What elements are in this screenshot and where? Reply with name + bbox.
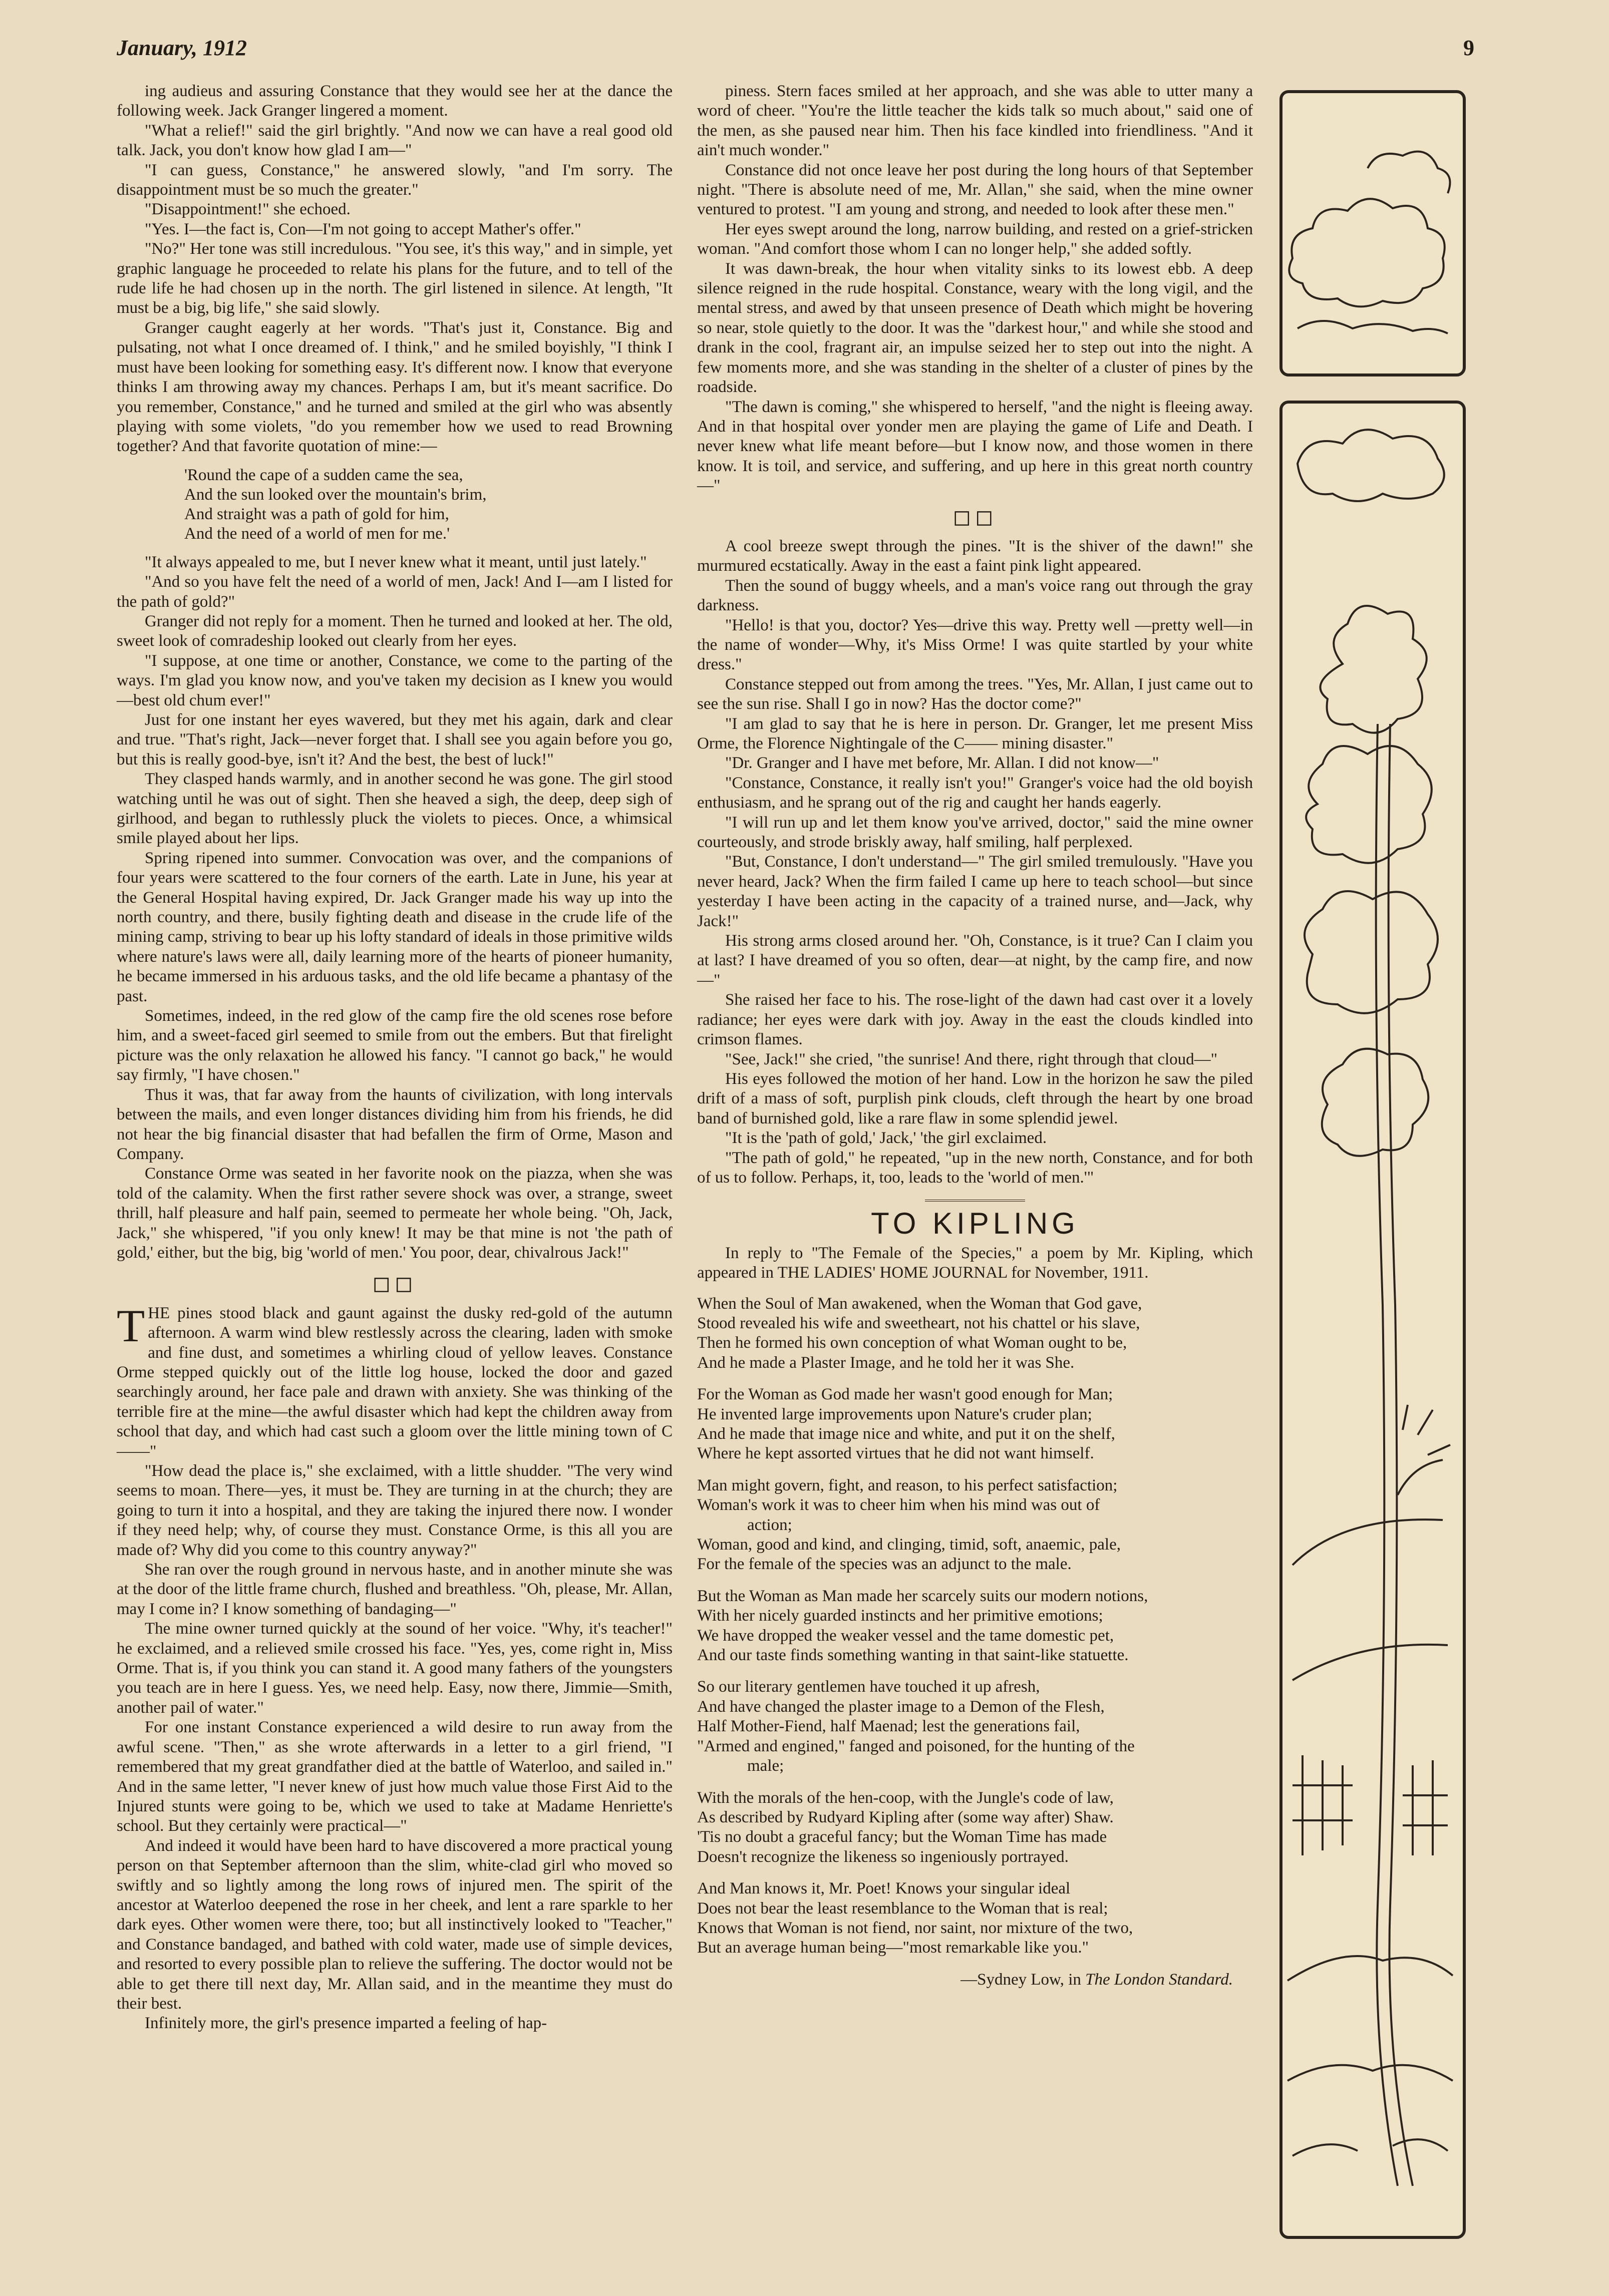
poem-stanza [697,1294,1253,1373]
poem-intro: In reply to "The Female of the Species," a poem by Mr. Kipling, which appeared in THE LADIES' HOME JOURNAL for November, 1911. [697,1244,1253,1282]
story-paragraph: She raised her face to his. The rose-light of the dawn had cast over it a lovely radiance; her eyes were dark with joy. Away in the east the clouds kindled into crimson flames. [697,991,1253,1049]
poem-line: Does not bear the least resemblance to the Woman that is real; [697,1899,1108,1918]
story-column-2 [697,82,1253,1990]
story-paragraph: His strong arms closed around her. "Oh, Constance, is it true? Can I claim you at last? I have dreamed of you so often, dear—at night, by the camp fire, and now—" [697,932,1253,989]
section-opening: THE pines stood black and gaunt against the dusky red-gold of the autumn afternoon. A warm wind blew restlessly across the clearing, laden with smoke and fine dust, and sometimes a whirling cloud of yellow leaves. Constance Orme stepped quickly out of the little log house, locked the door and gazed searchingly around, her face pale and drawn with anxiety. She was thinking of the terrible fire at the mine—the awful disaster which had kept the children away from school that day, and which had cast such a gloom over the little mining town of C——" [117,1300,673,1460]
story-paragraph: Constance did not once leave her post during the long hours of that September night. "There is absolute need of me, Mr. Allan," she said, when the mine owner ventured to protest. "I am young and strong, and needed to look after these men." [697,161,1253,219]
poem-line: Stood revealed his wife and sweetheart, not his chattel or his slave, [697,1314,1140,1332]
story-paragraph: "It always appealed to me, but I never knew what it meant, until just lately." [145,553,647,571]
poem-stanza [697,1879,1253,1958]
story-paragraph: "See, Jack!" she cried, "the sunrise! And there, right through that cloud—" [725,1050,1218,1068]
drop-cap: T [117,1300,145,1351]
poem-title: TO KIPLING [871,1207,1079,1241]
story-paragraph: "I suppose, at one time or another, Constance, we come to the parting of the ways. I'm glad you know now, and you've taken my decision as I knew you would—best old chum ever!" [117,651,673,709]
poem-line: For the Woman as God made her wasn't good enough for Man; [697,1385,1113,1404]
poem-stanza [697,1677,1253,1776]
story-paragraph: Granger did not reply for a moment. Then he turned and looked at her. The old, sweet look of comradeship looked out clearly from her eyes. [117,612,673,650]
story-paragraph: "I can guess, Constance," he answered slowly, "and I'm sorry. The disappointment must be so much the greater." [117,161,673,199]
poem-line: action; [747,1515,792,1534]
story-paragraph: "The dawn is coming," she whispered to herself, "and the night is fleeing away. And in that hospital over yonder men are playing the game of Life and Death. I never knew what life meant before—but I know now, and those women in there know. It is toil, and service, and suffering, and up here in this great north country—" [697,398,1253,495]
poem-line: With her nicely guarded instincts and her primitive emotions; [697,1607,1103,1625]
verse-line: And the sun looked over the mountain's brim, [184,485,487,504]
story-paragraph: Thus it was, that far away from the haunts of civilization, with long intervals between the mails, and even longer distances dividing him from his friends, he did not hear the big financial disaster that had befallen the firm of Orme, Mason and Company. [117,1085,673,1163]
story-paragraph: Her eyes swept around the long, narrow building, and rested on a grief-stricken woman. "And comfort those whom I can no longer help," she added softly. [697,220,1253,258]
divider [925,1200,1025,1202]
story-column-1 [117,82,673,2034]
story-paragraph: They clasped hands warmly, and in another second he was gone. The girl stood watching until he was out of sight. Then she heaved a sigh, the deep, deep sigh of girlhood, and began to ruthlessly pluck the violets to pieces. Once, a whimsical smile played about her lips. [117,770,673,848]
poem-stanza [697,1788,1253,1867]
story-paragraph: "I am glad to say that he is here in person. Dr. Granger, let me present Miss Orme, the Florence Nightingale of the C—— mining disaster." [697,714,1253,752]
story-paragraph: "I will run up and let them know you've arrived, doctor," said the mine owner courteously, and strode briskly away, half smiling, half perplexed. [697,813,1253,852]
poem-line: Doesn't recognize the likeness so ingeniously portrayed. [697,1847,1069,1866]
poem-line: With the morals of the hen-coop, with the Jungle's code of law, [697,1788,1114,1807]
story-paragraph: Spring ripened into summer. Convocation was over, and the companions of four years were scattered to the four corners of the earth. Late in June, his year at the General Hospital having expired, Dr. Jack Granger made his way up into the north country, and there, busily fighting death and disease in the crude life of the mining camp, striving to bear up his lofty standard of ideals in those primitive wilds where nature's laws were all, daily learning more of the hearts of pioneer humanity, he became immersed in his arduous tasks, and the old life became a phantasy of the past. [117,849,673,1005]
verse-line: And the need of a world of men for me.' [184,524,450,543]
poem-line: Then he formed his own conception of what Woman ought to be, [697,1334,1127,1352]
cloud-illustration-panel [1279,90,1466,376]
poem-line: He invented large improvements upon Nature's cruder plan; [697,1405,1092,1423]
poem-line: And Man knows it, Mr. Poet! Knows your singular ideal [697,1879,1071,1898]
story-paragraph: Constance stepped out from among the trees. "Yes, Mr. Allan, I just came out to see the sun rise. Shall I go in now? Has the doctor come?" [697,675,1253,713]
story-paragraph: "No?" Her tone was still incredulous. "You see, it's this way," and in simple, yet graphic language he proceeded to relate his plans for the future, and to tell of the rude life he had chosen up in the north. The girl listened in silence. At length, "It must be a big, big life," she said slowly. [117,240,673,317]
story-paragraph: Infinitely more, the girl's presence imparted a feeling of hap- [145,2014,547,2033]
poem-line: Where he kept assorted virtues that he did not want himself. [697,1444,1094,1463]
poem-line: And he made a Plaster Image, and he told her it was She. [697,1353,1075,1372]
poem-line: But an average human being—"most remarkable like you." [697,1939,1089,1957]
story-paragraph: Constance Orme was seated in her favorite nook on the piazza, when she was told of the calamity. When the first rather severe shock was over, a strange, sweet thrill, half pleasure and half pain, seemed to permeate her whole being. "Oh, Jack, Jack," she whispered, "if you only knew! It may be that mine is not 'the path of gold,' either, but the big, big 'world of men.' You poor, dear, chivalrous Jack!" [117,1165,673,1262]
poem-line: Woman, good and kind, and clinging, timid, soft, anaemic, pale, [697,1536,1121,1554]
poem-line: male; [747,1757,784,1775]
tree-drawing [1282,404,1457,2230]
poem-body [697,1294,1253,1958]
story-paragraph: piness. Stern faces smiled at her approach, and she was able to utter many a word of cheer. "You're the little teacher the kids talk so much about," said one of the men, as she paused near him. Then his face kindled into friendliness. "And it ain't much wonder." [697,82,1253,160]
poem-line: So our literary gentlemen have touched it up afresh, [697,1678,1040,1696]
story-paragraph: "Disappointment!" she echoed. [145,200,351,219]
story-paragraph: It was dawn-break, the hour when vitality sinks to its lowest ebb. A deep silence reigned in the rude hospital. Constance, weary with the long vigil, and the mental stress, and awed by that unseen presence of Death which might be hovering so near, stole quietly to the door. It was the "darkest hour," and while she stood and drank in the cool, fragrant air, an impulse seized her to step out into the night. A few moments more, and she was standing in the shelter of a cluster of pines by the roadside. [697,259,1253,397]
story-paragraph: Just for one instant her eyes wavered, but they met his again, dark and clear and true. "That's right, Jack—never forget that. I shall see you again before you go, but this is really good-bye, isn't it? And the best, the best of luck!" [117,710,673,769]
tree-illustration-panel [1279,401,1466,2239]
poem-line: Half Mother-Fiend, half Maenad; lest the generations fail, [697,1717,1080,1736]
verse-line: And straight was a path of gold for him, [184,505,449,523]
cloud-drawing [1282,93,1457,367]
story-paragraph: "And so you have felt the need of a world of men, Jack! And I—am I listed for the path of gold?" [117,573,673,611]
poem-line: 'Tis no doubt a graceful fancy; but the Woman Time has made [697,1828,1107,1846]
story-paragraph: A cool breeze swept through the pines. "It is the shiver of the dawn!" she murmured ecstatically. Away in the east a faint pink light appeared. [697,537,1253,575]
story-paragraph: Then the sound of buggy wheels, and a man's voice rang out through the gray darkness. [697,576,1253,615]
story-paragraph: "But, Constance, I don't understand—" The girl smiled tremulously. "Have you never heard, Jack? When the firm failed I came up here to teach school—but since yesterday I have been acting in the capacity of a trained nurse, and—Jack, why Jack!" [697,853,1253,930]
poem-line: Woman's work it was to cheer him when his mind was out of [697,1496,1100,1514]
poem-stanza [697,1385,1253,1464]
poem-stanza [697,1587,1253,1666]
story-paragraph: The mine owner turned quickly at the sound of her voice. "Why, it's teacher!" he exclaimed, and a relieved smile crossed his face. "Yes, yes, come right in, Miss Orme. That is, if you think you can stand it. A good many fathers of the youngsters you teach are in here I guess. Yes, we need help. Easy, now there, Jimmie—Smith, another pail of water." [117,1620,673,1717]
poem-attribution: —Sydney Low, in The London Standard. [960,1970,1233,1989]
browning-quotation [184,466,673,544]
poem-line: For the female of the species was an adjunct to the male. [697,1555,1072,1574]
story-paragraph: "How dead the place is," she exclaimed, with a little shudder. "The very wind seems to moan. There—yes, it must be. They are turning in at the church; they are going to turn it into a hospital, and they are taking the injured there now. I wonder if they need help; why, of course they must. Constance Orme, is this all you are made of? Why did you come to this country anyway?" [117,1462,673,1559]
story-paragraph: "What a relief!" said the girl brightly. "And now we can have a real good old talk. Jack, you don't know how glad I am—" [117,121,673,160]
poem-line: As described by Rudyard Kipling after (some way after) Shaw. [697,1808,1114,1826]
verse-line: 'Round the cape of a sudden came the sea, [184,466,463,484]
story-paragraph: She ran over the rough ground in nervous haste, and in another minute she was at the door of the little frame church, flushed and breathless. "Oh, please, Mr. Allan, may I come in? I know something of bandaging—" [117,1561,673,1618]
section-separator: ◻◻ [372,1271,417,1296]
section-separator: ◻◻ [952,504,998,529]
story-paragraph: Granger caught eagerly at her words. "That's just it, Constance. Big and pulsating, not what I once dreamed of. I think," and he smiled boyishly, "I think I must have been looking for something easy. It's different now. I know that everyone thinks I am throwing away my chances. Perhaps I am, but it's meant sacrifice. Do you remember, Constance," and he turned and smiled at the girl who was absently playing with some violets, "do you remember how we used to read Browning together? And that favorite quotation of mine:— [117,318,673,456]
issue-date: January, 1912 [117,36,247,60]
poem-line: Knows that Woman is not fiend, nor saint, nor mixture of the two, [697,1919,1133,1937]
story-paragraph: "Yes. I—the fact is, Con—I'm not going to accept Mather's offer." [145,220,581,238]
poem-line: But the Woman as Man made her scarcely suits our modern notions, [697,1587,1148,1605]
poem-line: When the Soul of Man awakened, when the Woman that God gave, [697,1294,1142,1313]
poem-line: And our taste finds something wanting in that saint-like statuette. [697,1646,1129,1665]
poem-stanza [697,1476,1253,1575]
story-paragraph: And indeed it would have been hard to have discovered a more practical young person on that September afternoon than the slim, white-clad girl who moved so swiftly and so lightly among the long rows of injured men. The spirit of the ancestor at Waterloo deepened the rose in her cheek, and lent a rare sparkle to her dark eyes. Other women were there, too; but all instinctively looked to "Teacher," and Constance bandaged, and bathed with cold water, made use of simple devices, and resorted to every possible plan to relieve the suffering. The doctor would not be able to get there till next day, Mr. Allan said, and in the meantime they must do their best. [117,1836,673,2013]
poem-line: Man might govern, fight, and reason, to his perfect satisfaction; [697,1476,1118,1494]
story-paragraph: Sometimes, indeed, in the red glow of the camp fire the old scenes rose before him, and a sweet-faced girl seemed to smile from out the embers. But that firelight picture was the only relaxation he allowed his fancy. "I cannot go back," he would say firmly, "I have chosen." [117,1007,673,1084]
story-paragraph: "The path of gold," he repeated, "up in the new north, Constance, and for both of us to follow. Perhaps, it, too, leads to the 'world of men.'" [697,1149,1253,1187]
poem-line: And have changed the plaster image to a Demon of the Flesh, [697,1697,1105,1716]
poem-line: "Armed and engined," fanged and poisoned, for the hunting of the [697,1737,1135,1755]
poem-line: We have dropped the weaker vessel and the tame domestic pet, [697,1626,1114,1645]
page-number: 9 [1463,36,1474,60]
poem-line: And he made that image nice and white, and put it on the shelf, [697,1425,1115,1443]
story-paragraph: "Constance, Constance, it really isn't you!" Granger's voice had the old boyish enthusiasm, and he sprang out of the rig and caught her hands eagerly. [697,774,1253,812]
story-paragraph: "It is the 'path of gold,' Jack,' 'the girl exclaimed. [725,1129,1047,1147]
story-paragraph: For one instant Constance experienced a wild desire to run away from the awful scene. "Then," as she wrote afterwards in a letter to a girl friend, "I remembered that my great grandfather died at the battle of Waterloo, and sailed in." And in the same letter, "I never knew of just how much value those First Aid to the Injured stunts were going to be, which we used to take at Madame Henriette's school. But they certainly were practical—" [117,1718,673,1835]
story-paragraph: "Dr. Granger and I have met before, Mr. Allan. I did not know—" [725,754,1159,773]
story-paragraph: ing audieus and assuring Constance that they would see her at the dance the following week. Jack Granger lingered a moment. [117,82,673,120]
story-paragraph: "Hello! is that you, doctor? Yes—drive this way. Pretty well —pretty well—in the name of wonder—Why, it's Miss Orme! I was quite startled by your white dress." [697,616,1253,674]
story-paragraph: His eyes followed the motion of her hand. Low in the horizon he saw the piled drift of a mass of soft, purplish pink clouds, cleft through the heart by one broad band of burnished gold, like a rare flaw in some splendid jewel. [697,1069,1253,1127]
